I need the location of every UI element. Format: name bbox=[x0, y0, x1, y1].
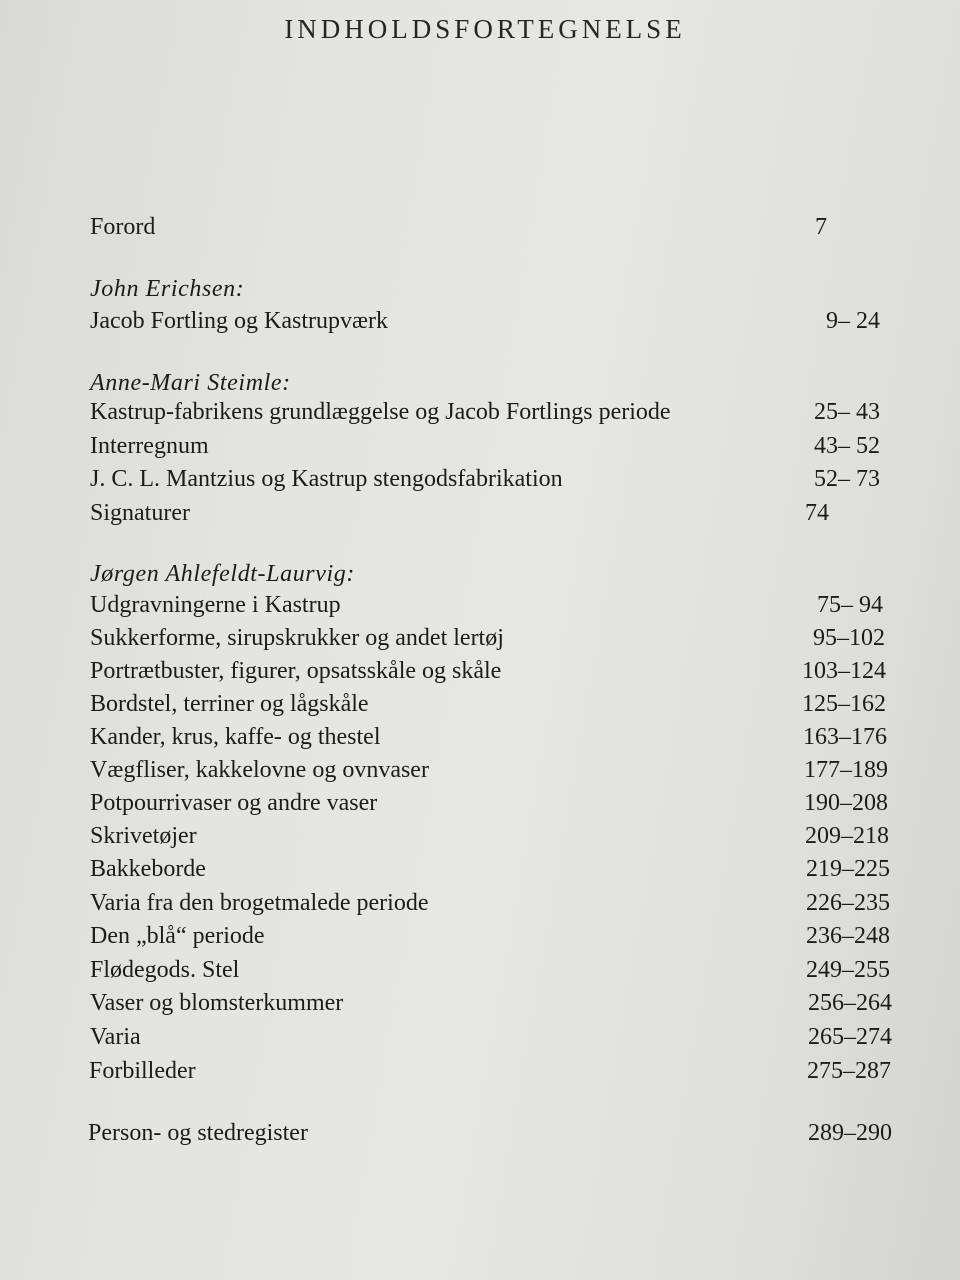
toc-entry-pages: 177–189 bbox=[804, 757, 888, 783]
toc-entry-label: Den „blå“ periode bbox=[90, 923, 265, 949]
toc-entry-pages: 75– 94 bbox=[817, 592, 883, 618]
toc-entry-label: Udgravningerne i Kastrup bbox=[90, 592, 341, 618]
toc-entry bbox=[90, 588, 883, 622]
toc-entry-pages: 256–264 bbox=[808, 990, 892, 1016]
toc-entry-pages: 52– 73 bbox=[814, 466, 880, 492]
toc-entry-pages: 43– 52 bbox=[814, 433, 880, 459]
toc-entry-pages: 74 bbox=[805, 500, 829, 526]
toc-entry bbox=[89, 1054, 891, 1088]
toc-entry-label: Varia fra den brogetmalede periode bbox=[90, 890, 429, 916]
toc-entry-label: Portrætbuster, figurer, opsatsskåle og skåle bbox=[90, 658, 502, 684]
toc-entry-pages: 163–176 bbox=[803, 724, 887, 750]
toc-entry-label: Interregnum bbox=[90, 433, 209, 459]
toc-entry bbox=[90, 986, 892, 1020]
toc-entry-pages: 209–218 bbox=[805, 823, 889, 849]
toc-entry-label: Kander, krus, kaffe- og thestel bbox=[90, 724, 381, 750]
toc-entry bbox=[90, 919, 890, 953]
toc-entry bbox=[90, 395, 880, 429]
toc-entry-pages: 236–248 bbox=[806, 923, 890, 949]
toc-entry-label: Flødegods. Stel bbox=[90, 957, 240, 983]
toc-entry-label: Vægfliser, kakkelovne og ovnvaser bbox=[90, 757, 429, 783]
author-heading: Anne-Mari Steimle: bbox=[90, 370, 291, 396]
toc-entry-label: Skrivetøjer bbox=[90, 823, 197, 849]
toc-entry bbox=[90, 819, 889, 853]
toc-entry-pages: 9– 24 bbox=[826, 308, 880, 334]
toc-entry-label: Forord bbox=[90, 214, 156, 240]
toc-entry bbox=[90, 753, 888, 787]
toc-entry-pages: 125–162 bbox=[802, 691, 886, 717]
author-heading: John Erichsen: bbox=[90, 276, 245, 302]
toc-entry-label: Forbilleder bbox=[89, 1058, 196, 1084]
toc-entry bbox=[90, 953, 890, 987]
toc-entry bbox=[90, 496, 829, 530]
toc-entry bbox=[90, 720, 887, 754]
toc-entry-label: Vaser og blomsterkummer bbox=[90, 990, 344, 1016]
page-title: INDHOLDSFORTEGNELSE bbox=[284, 14, 686, 44]
toc-entry-pages: 103–124 bbox=[802, 658, 886, 684]
toc-entry-label: Potpourrivaser og andre vaser bbox=[90, 790, 378, 816]
toc-entry bbox=[90, 304, 880, 338]
toc-entry-pages: 226–235 bbox=[806, 890, 890, 916]
toc-entry bbox=[90, 786, 888, 820]
toc-entry bbox=[90, 621, 885, 655]
toc-entry bbox=[90, 687, 886, 721]
toc-entry-pages: 95–102 bbox=[813, 625, 885, 651]
toc-entry bbox=[90, 1020, 892, 1054]
toc-entry-label: Signaturer bbox=[90, 500, 190, 526]
toc-entry-label: Varia bbox=[90, 1024, 141, 1050]
toc-entry-pages: 265–274 bbox=[808, 1024, 892, 1050]
toc-entry bbox=[90, 852, 890, 886]
author-heading: Jørgen Ahlefeldt-Laurvig: bbox=[90, 561, 355, 587]
toc-entry-label: Kastrup-fabrikens grundlæggelse og Jacob Fortlings periode bbox=[90, 399, 671, 425]
toc-entry-pages: 275–287 bbox=[807, 1058, 891, 1084]
toc-entry bbox=[90, 462, 880, 496]
toc-entry-pages: 219–225 bbox=[806, 856, 890, 882]
toc-entry-pages: 190–208 bbox=[804, 790, 888, 816]
toc-entry bbox=[90, 886, 890, 920]
toc-entry-label: J. C. L. Mantzius og Kastrup stengodsfabrikation bbox=[90, 466, 563, 492]
toc-entry-register bbox=[88, 1116, 892, 1150]
toc-entry-label: Sukkerforme, sirupskrukker og andet lertøj bbox=[90, 625, 504, 651]
toc-entry-label: Person- og stedregister bbox=[88, 1120, 308, 1146]
toc-entry-pages: 249–255 bbox=[806, 957, 890, 983]
toc-entry bbox=[90, 429, 880, 463]
toc-entry-label: Jacob Fortling og Kastrupværk bbox=[90, 308, 388, 334]
toc-entry-label: Bakkeborde bbox=[90, 856, 206, 882]
toc-entry-label: Bordstel, terriner og lågskåle bbox=[90, 691, 369, 717]
toc-entry bbox=[90, 654, 886, 688]
toc-entry-pages: 7 bbox=[815, 214, 827, 240]
toc-entry-pages: 25– 43 bbox=[814, 399, 880, 425]
toc-entry-pages: 289–290 bbox=[808, 1120, 892, 1146]
toc-entry-forord bbox=[90, 210, 827, 244]
